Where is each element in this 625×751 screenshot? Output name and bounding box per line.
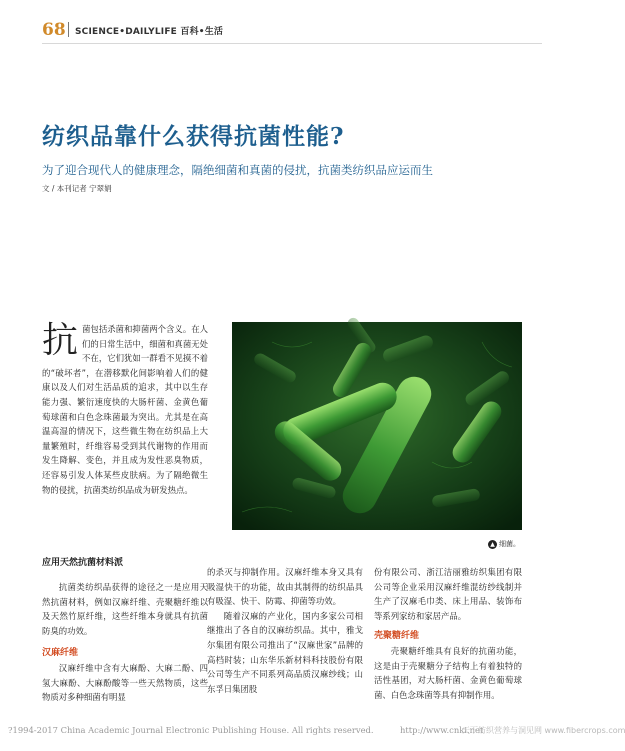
paragraph: 壳聚糖纤维具有良好的抗菌功能，这是由于壳聚糖分子结构上有着独特的活性基团，对大肠杆菌、金黄色葡萄球菌、白色念珠菌等具有抑制作用。 xyxy=(374,645,522,700)
watermark: 天下纺织营养与洞见网 www.fibercrops.com xyxy=(462,726,625,735)
footer-link[interactable]: http://www.cnki.net xyxy=(400,725,484,735)
article-title: 纺织品靠什么获得抗菌性能? xyxy=(42,123,345,150)
paragraph: 份有限公司、浙江洁丽雅纺织集团有限公司等企业采用汉麻纤维混纺纱线制并生产了汉麻毛巾类、床上用品、装饰布等系列家纺和家居产品。 xyxy=(374,567,522,621)
page-footer xyxy=(0,725,625,747)
paragraph: 抗菌类纺织品获得的途径之一是应用天然抗菌材料，例如汉麻纤维、壳聚糖纤维以及天然竹原纤维，这些纤维本身就具有抗菌防臭的功效。 xyxy=(42,582,208,636)
article-subtitle: 为了迎合现代人的健康理念，隔绝细菌和真菌的侵扰，抗菌类纺织品应运而生 xyxy=(42,163,433,177)
image-caption: ▲ 细菌。 xyxy=(488,539,520,549)
bacteria-illustration xyxy=(232,322,522,530)
section-heading: 应用天然抗菌材料派 xyxy=(42,558,124,568)
column-3 xyxy=(374,565,522,702)
page-header xyxy=(0,0,581,44)
subheading-hemp: 汉麻纤维 xyxy=(42,648,79,659)
subheading-chitosan: 壳聚糖纤维 xyxy=(374,631,420,642)
intro-text: 菌包括杀菌和抑菌两个含义。在人们的日常生活中，细菌和真菌无处不在，它们犹如一群看不见摸不着的“破坏者”，在潜移默化间影响着人们的健康以及人们对生活品质的追求，其中以生存能力强、繁衍速度快的大肠杆菌、金黄色葡萄球菌和白色念珠菌最为突出。尤其是在高温高湿的情况下，这些微生物在纺织品上大量繁殖时，纤维容易受到其代谢物的作用而发生降解、变色，并且成为发性恶臭物质，还容易引发人体某些皮肤病。为了隔绝微生物的侵扰，抗菌类纺织品成为研发热点。 xyxy=(42,324,208,495)
paragraph: 随着汉麻的产业化，国内多家公司相继推出了各自的汉麻纺织品。其中，雅戈尔集团有限公司推出了“汉麻世家”品牌的高档时装；山东华乐新材料科技股份有限公司等生产不同系列高品质汉麻纱线；山东孚日集团股 xyxy=(207,610,363,694)
paragraph: 汉麻纤维中含有大麻酚、大麻二酚、四氢大麻酚、大麻酚酸等一些天然物质，这些物质对多种细菌有明显 xyxy=(42,662,208,703)
section-label: SCIENCE•DAILYLIFE 百科•生活 xyxy=(75,27,224,37)
article-byline: 文 / 本刊记者 宁翠娟 xyxy=(42,184,112,193)
header-divider xyxy=(68,22,69,37)
bacteria-image xyxy=(232,322,522,530)
paragraph: 的杀灭与抑制作用。汉麻纤维本身又具有吸湿快干的功能，故由其制得的纺织品具有吸湿、快干、防霉、抑菌等功效。 xyxy=(207,567,363,607)
column-2 xyxy=(207,565,363,696)
page-number: 68 xyxy=(42,20,66,40)
drop-cap: 抗 xyxy=(42,320,79,361)
copyright-notice: ?1994-2017 China Academic Journal Electronic Publishing House. All rights reserved. xyxy=(8,725,374,735)
header-rule xyxy=(42,43,542,44)
column-1-lower xyxy=(42,580,208,705)
intro-paragraph xyxy=(42,322,208,497)
arrow-up-icon: ▲ xyxy=(488,540,497,549)
